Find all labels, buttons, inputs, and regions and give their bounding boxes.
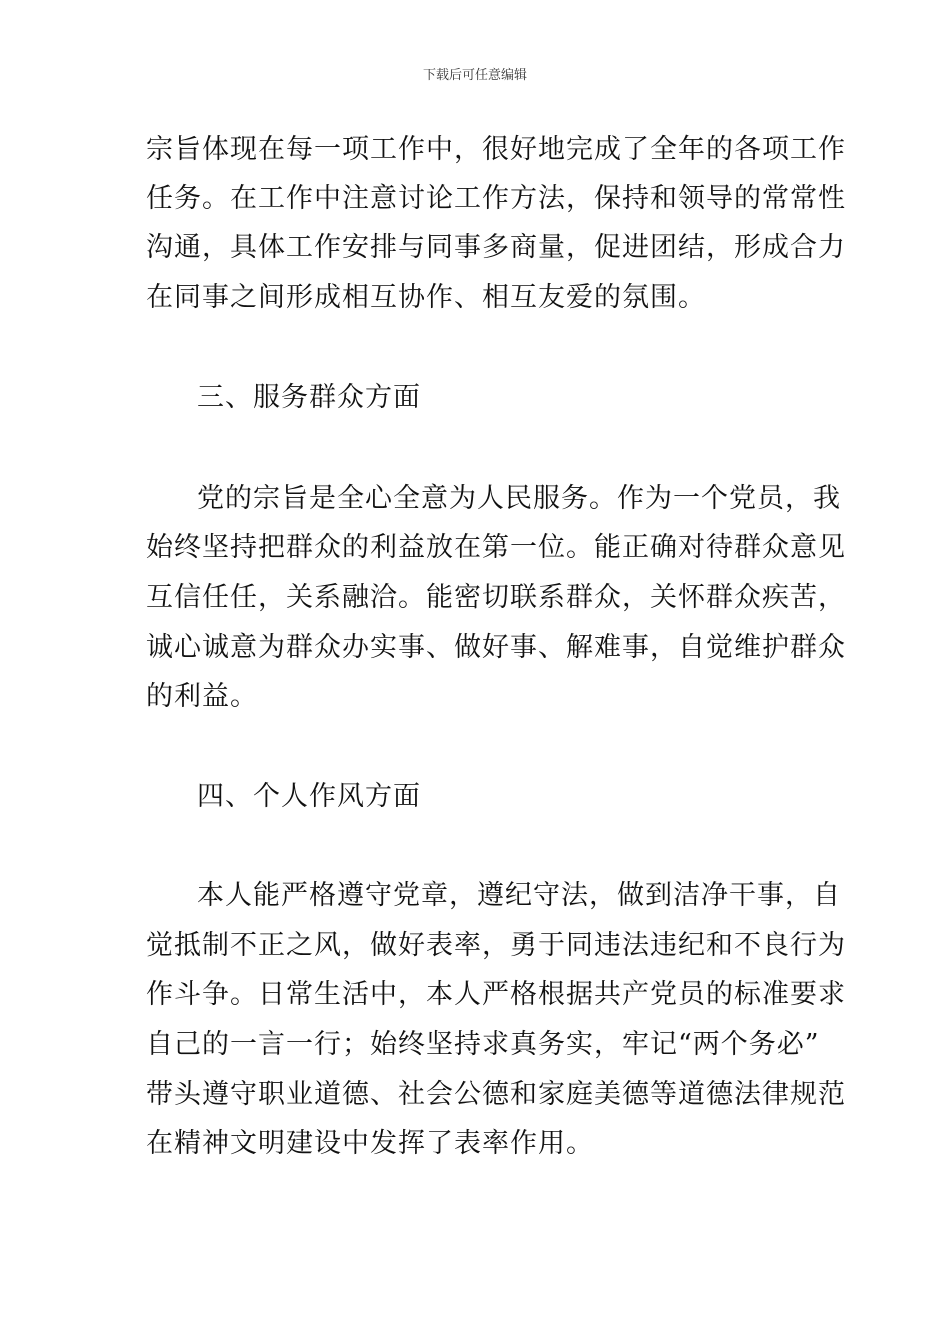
paragraph-line: 沟通，具体工作安排与同事多商量，促进团结，形成合力 — [146, 232, 846, 263]
header-note: 下载后可任意编辑 — [422, 68, 527, 83]
paragraph-line: 自己的一言一行；始终坚持求真务实，牢记“两个务必” — [146, 1029, 820, 1060]
paragraph-line: 作斗争。日常生活中，本人严格根据共产党员的标准要求 — [146, 979, 846, 1010]
section-heading: 三、服务群众方面 — [197, 382, 421, 413]
paragraph-line: 任务。在工作中注意讨论工作方法，保持和领导的常常性 — [146, 183, 846, 214]
paragraph-line: 互信任任，关系融洽。能密切联系群众，关怀群众疾苦， — [146, 582, 846, 613]
paragraph-line: 的利益。 — [146, 681, 258, 712]
paragraph-line: 在同事之间形成相互协作、相互友爱的氛围。 — [146, 282, 706, 313]
paragraph-line: 宗旨体现在每一项工作中，很好地完成了全年的各项工作 — [146, 134, 846, 165]
paragraph-line: 觉抵制不正之风，做好表率，勇于同违法违纪和不良行为 — [146, 930, 846, 961]
paragraph-line: 党的宗旨是全心全意为人民服务。作为一个党员，我 — [197, 483, 841, 514]
paragraph-line: 在精神文明建设中发挥了表率作用。 — [146, 1128, 594, 1159]
paragraph-line: 带头遵守职业道德、社会公德和家庭美德等道德法律规范 — [146, 1079, 846, 1110]
section-heading: 四、个人作风方面 — [197, 781, 421, 812]
paragraph-line: 诚心诚意为群众办实事、做好事、解难事，自觉维护群众 — [146, 632, 846, 663]
paragraph-line: 始终坚持把群众的利益放在第一位。能正确对待群众意见 — [146, 532, 846, 563]
paragraph-line: 本人能严格遵守党章，遵纪守法，做到洁净干事，自 — [197, 880, 841, 911]
